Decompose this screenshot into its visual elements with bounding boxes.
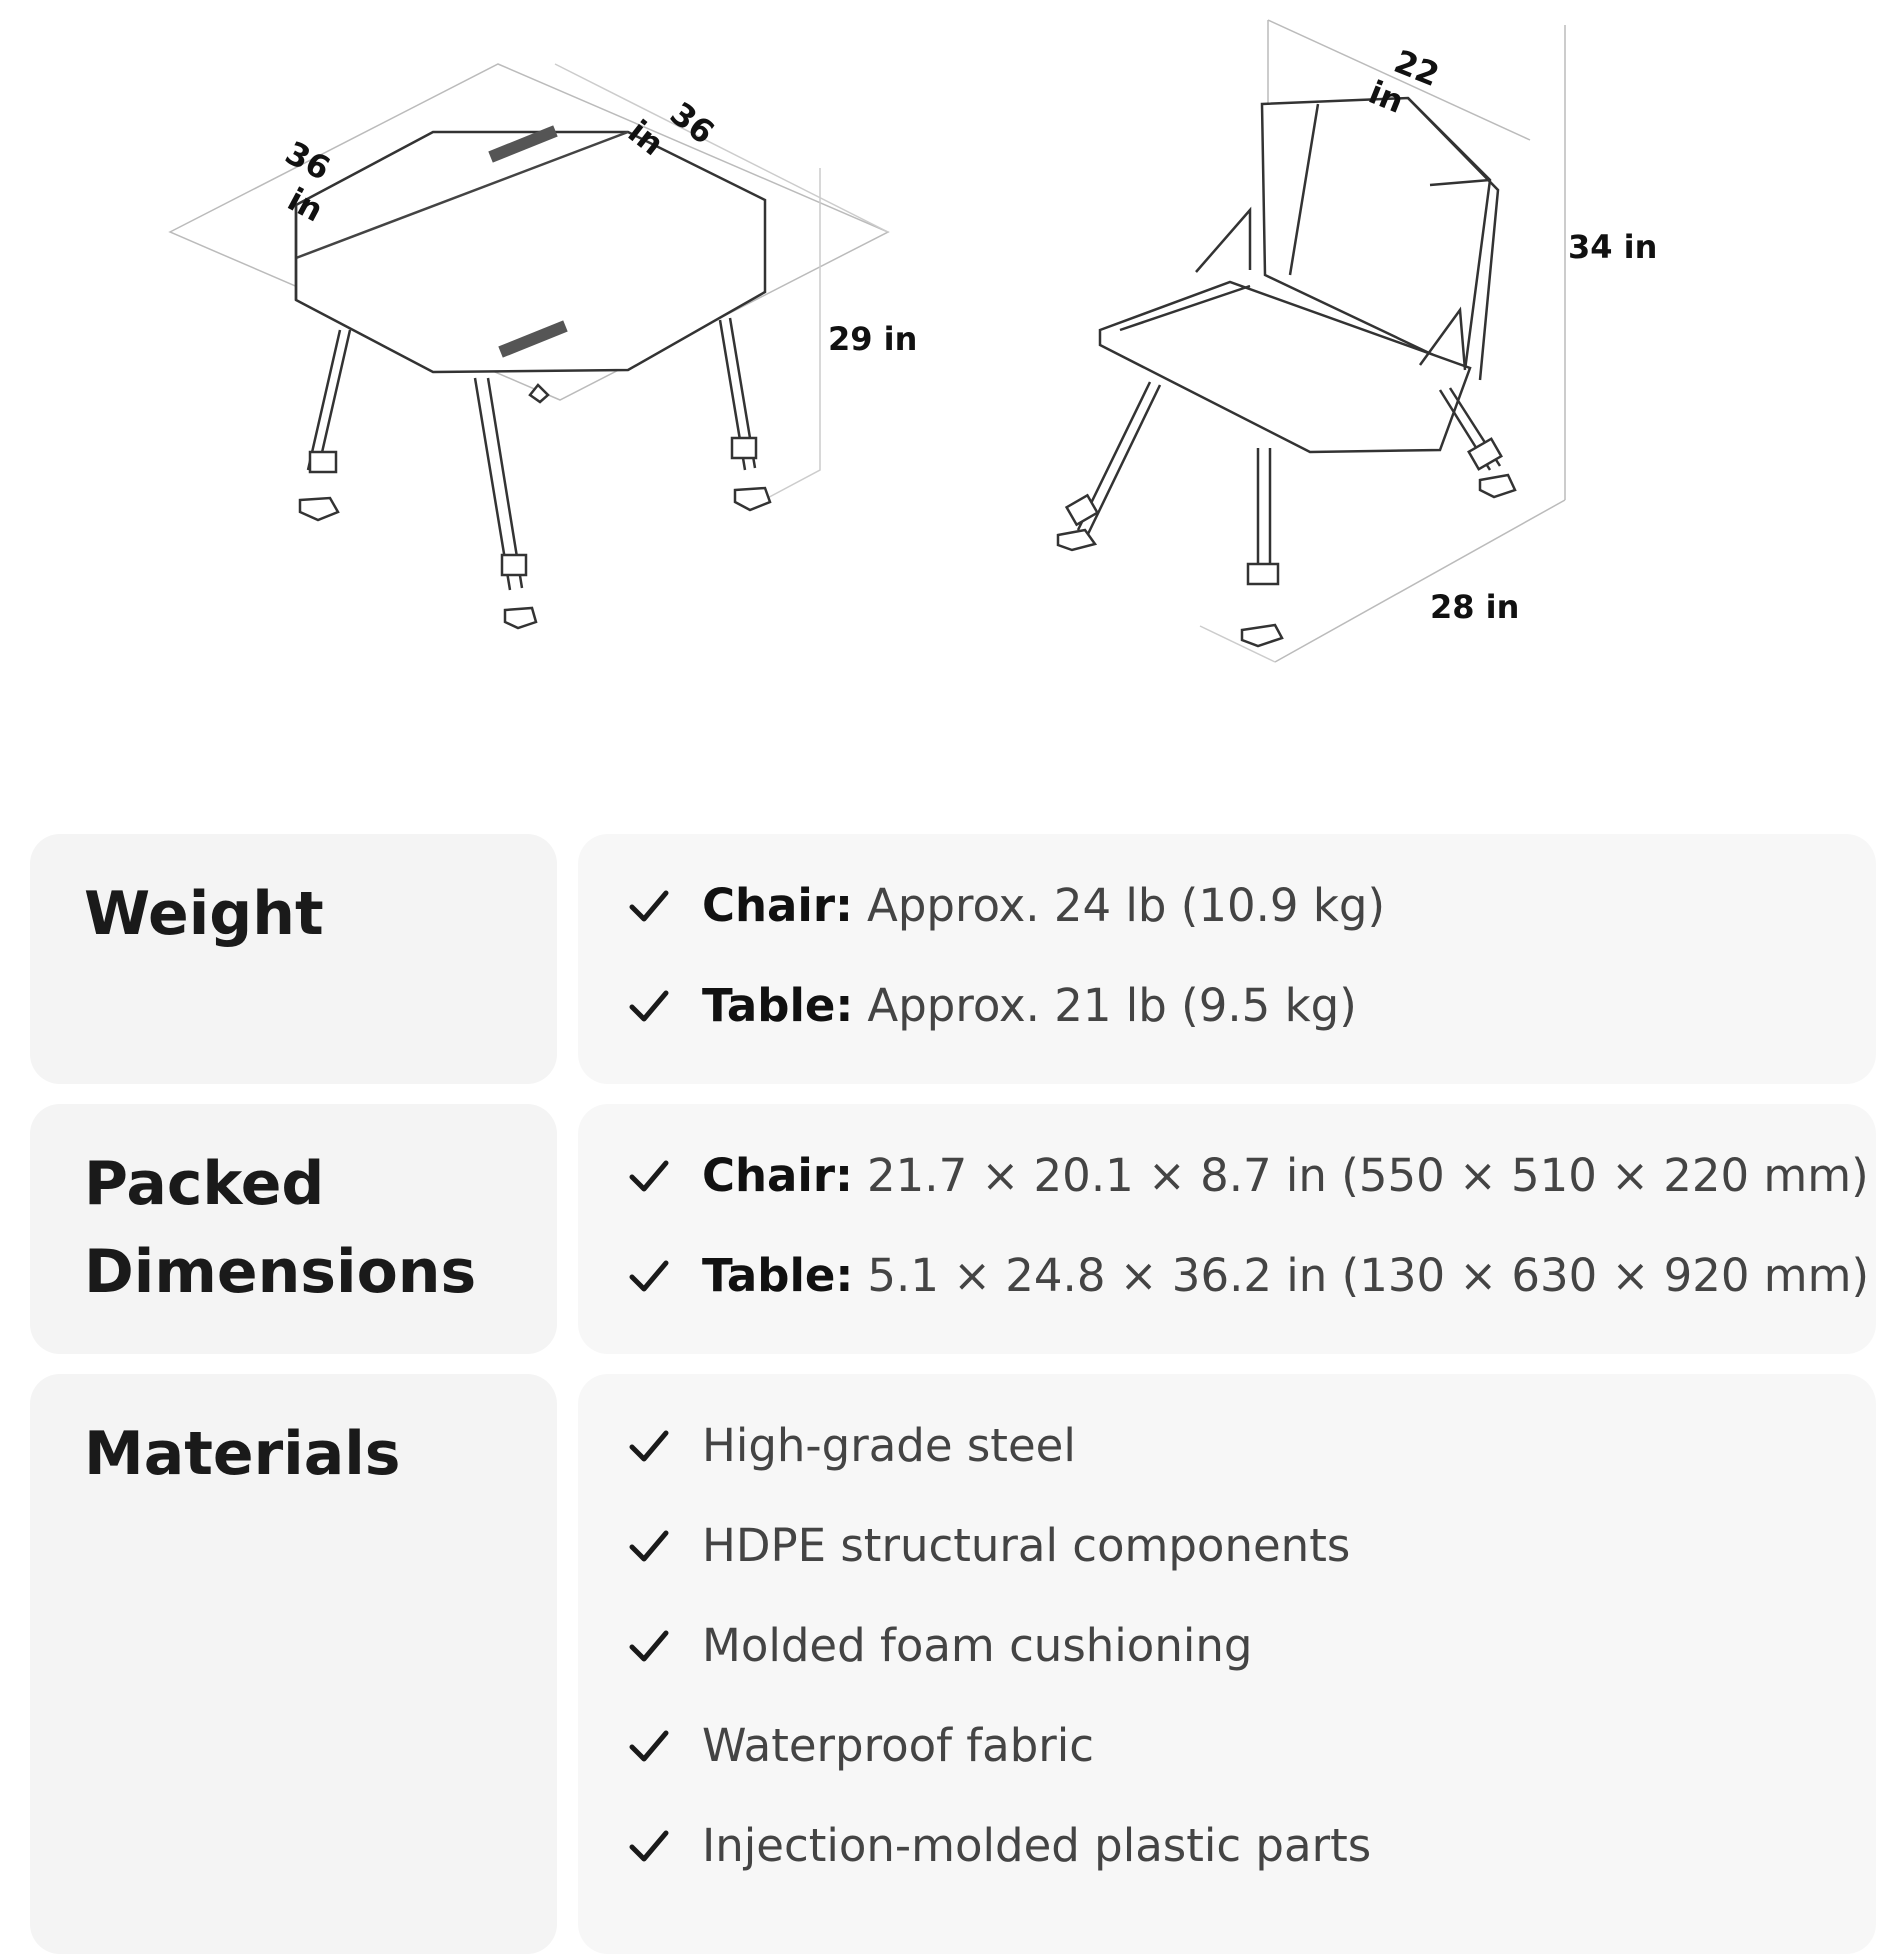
chair-drawing bbox=[1058, 20, 1565, 662]
spec-key: Table: bbox=[702, 979, 854, 1032]
spec-value: Molded foam cushioning bbox=[702, 1619, 1253, 1672]
list-item bbox=[626, 876, 1385, 936]
spec-key: Chair: bbox=[702, 879, 854, 932]
spec-value: High-grade steel bbox=[702, 1419, 1076, 1472]
list-item bbox=[626, 1246, 1869, 1306]
spec-value: 5.1 × 24.8 × 36.2 in (130 × 630 × 920 mm) bbox=[867, 1249, 1870, 1302]
check-icon bbox=[626, 983, 672, 1029]
list-item bbox=[626, 1146, 1869, 1206]
packed-title-card bbox=[30, 1104, 557, 1354]
spec-value: Waterproof fabric bbox=[702, 1719, 1095, 1772]
spec-value: Approx. 24 lb (10.9 kg) bbox=[867, 879, 1386, 932]
chair-height-label: 34 in bbox=[1568, 228, 1658, 266]
check-icon bbox=[626, 883, 672, 929]
check-icon bbox=[626, 1253, 672, 1299]
list-item bbox=[626, 976, 1357, 1036]
materials-values-card bbox=[578, 1374, 1876, 1954]
packed-title bbox=[84, 1140, 476, 1316]
packed-title-line1: Packed bbox=[84, 1149, 325, 1219]
spec-key: Chair: bbox=[702, 1149, 854, 1202]
check-icon bbox=[626, 1623, 672, 1669]
list-item bbox=[626, 1816, 1371, 1876]
chair-depth-label: 28 in bbox=[1430, 588, 1520, 626]
spec-value: Injection-molded plastic parts bbox=[702, 1819, 1372, 1872]
product-dimension-illustration bbox=[0, 0, 1898, 720]
materials-title-card bbox=[30, 1374, 557, 1954]
packed-title-line2: Dimensions bbox=[84, 1237, 477, 1307]
check-icon bbox=[626, 1153, 672, 1199]
materials-title: Materials bbox=[84, 1419, 401, 1489]
spec-key: Table: bbox=[702, 1249, 854, 1302]
table-width-label-right: 36 in bbox=[621, 94, 722, 164]
list-item bbox=[626, 1716, 1094, 1776]
weight-title-card bbox=[30, 834, 557, 1084]
list-item bbox=[626, 1416, 1076, 1476]
table-height-label: 29 in bbox=[828, 320, 918, 358]
check-icon bbox=[626, 1823, 672, 1869]
spec-value: 21.7 × 20.1 × 8.7 in (550 × 510 × 220 mm) bbox=[867, 1149, 1869, 1202]
packed-values-card bbox=[578, 1104, 1876, 1354]
table-width-label-left: 36 in bbox=[279, 133, 337, 230]
list-item bbox=[626, 1616, 1252, 1676]
list-item bbox=[626, 1516, 1350, 1576]
table-drawing bbox=[170, 64, 888, 628]
spec-value: HDPE structural components bbox=[702, 1519, 1351, 1572]
weight-values-card bbox=[578, 834, 1876, 1084]
check-icon bbox=[626, 1523, 672, 1569]
check-icon bbox=[626, 1423, 672, 1469]
weight-title: Weight bbox=[84, 879, 324, 949]
spec-value: Approx. 21 lb (9.5 kg) bbox=[867, 979, 1357, 1032]
check-icon bbox=[626, 1723, 672, 1769]
chair-width-label: 22 in bbox=[1363, 42, 1445, 121]
